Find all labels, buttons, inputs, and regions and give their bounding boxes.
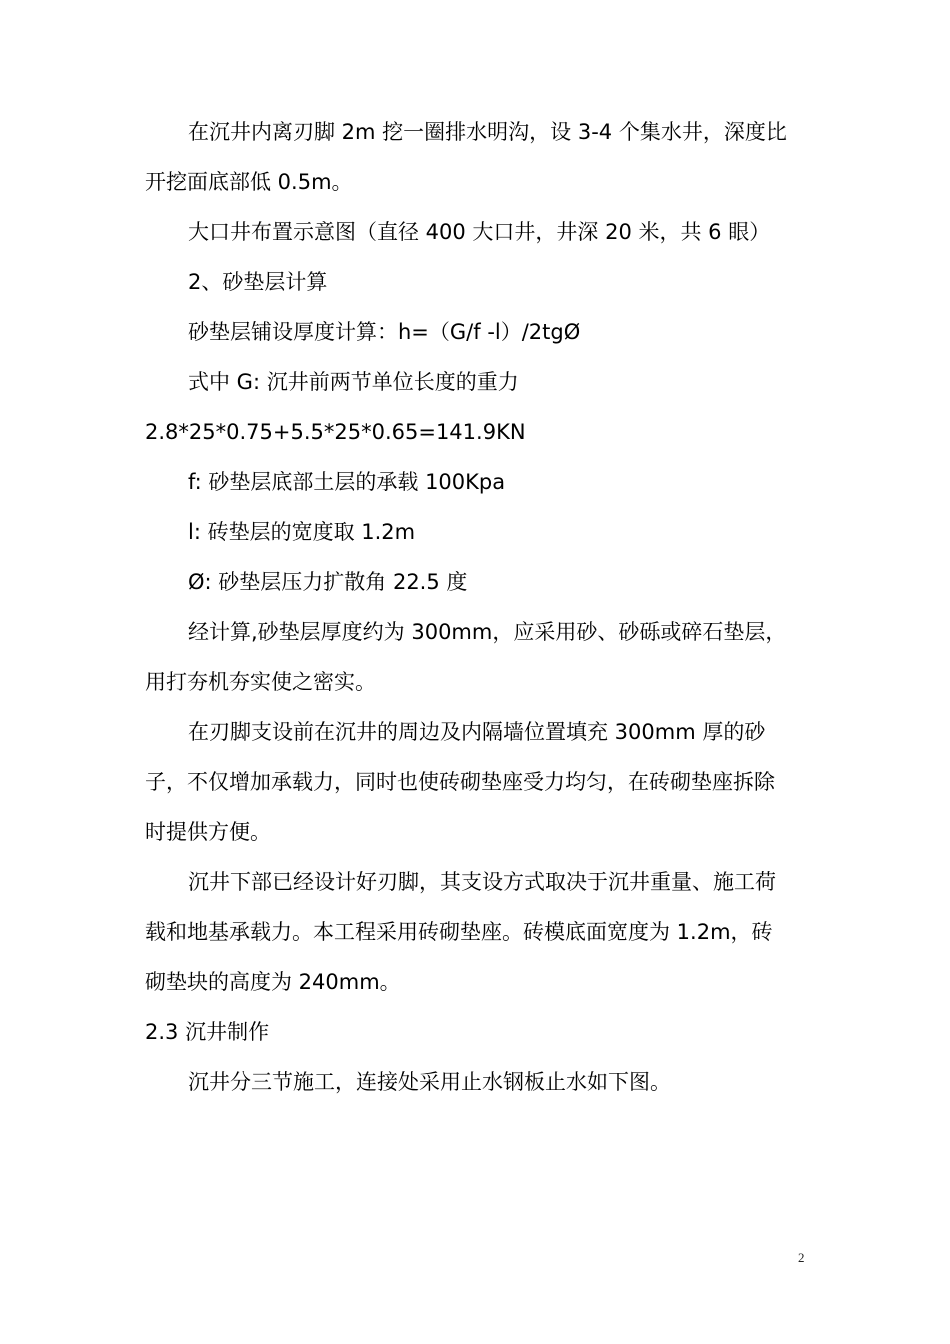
page-number: 2 [798, 1250, 805, 1265]
heading-2-3: 2.3 沉井制作 [145, 1020, 270, 1044]
paragraph-fill-line-2: 子，不仅增加承载力，同时也使砖砌垫座受力均匀，在砖砌垫座拆除 [145, 770, 775, 794]
paragraph-well-layout: 大口井布置示意图（直径 400 大口井，井深 20 米，共 6 眼） [188, 220, 771, 244]
paragraph-cutting-edge-line-1: 沉井下部已经设计好刃脚，其支设方式取决于沉井重量、施工荷 [188, 870, 776, 894]
definition-l: l: 砖垫层的宽度取 1.2m [188, 520, 416, 544]
paragraph-construction: 沉井分三节施工，连接处采用止水钢板止水如下图。 [188, 1070, 671, 1094]
definition-g-line-1: 式中 G: 沉井前两节单位长度的重力 [188, 370, 519, 394]
paragraph-drainage-line-1: 在沉井内离刃脚 2m 挖一圈排水明沟，设 3-4 个集水井，深度比 [188, 120, 787, 144]
definition-phi: Ø: 砂垫层压力扩散角 22.5 度 [188, 570, 468, 594]
paragraph-cutting-edge-line-2: 载和地基承载力。本工程采用砖砌垫座。砖模底面宽度为 1.2m，砖 [145, 920, 773, 944]
definition-g-line-2: 2.8*25*0.75+5.5*25*0.65=141.9KN [145, 420, 526, 444]
paragraph-result-line-2: 用打夯机夯实使之密实。 [145, 670, 376, 694]
definition-f: f: 砂垫层底部土层的承载 100Kpa [188, 470, 506, 494]
paragraph-cutting-edge-line-3: 砌垫块的高度为 240mm。 [145, 970, 401, 994]
paragraph-drainage-line-2: 开挖面底部低 0.5m。 [145, 170, 353, 194]
paragraph-result-line-1: 经计算,砂垫层厚度约为 300mm，应采用砂、砂砾或碎石垫层， [188, 620, 787, 644]
paragraph-fill-line-1: 在刃脚支设前在沉井的周边及内隔墙位置填充 300mm 厚的砂 [188, 720, 766, 744]
section-heading-sand-cushion: 2、砂垫层计算 [188, 270, 328, 294]
formula-line: 砂垫层铺设厚度计算：h=（G/f -l）/2tgØ [188, 320, 581, 344]
paragraph-fill-line-3: 时提供方便。 [145, 820, 271, 844]
